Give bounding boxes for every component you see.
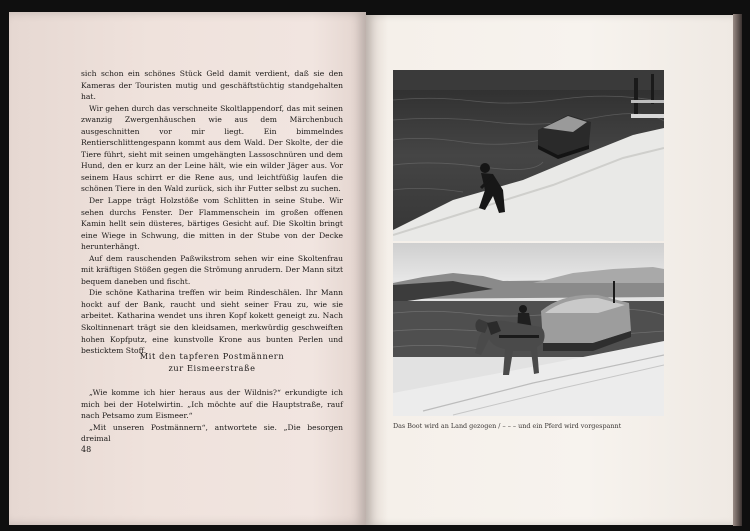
photo-boat-pulled-ashore [393, 70, 664, 241]
book-edge [733, 14, 742, 526]
page-number: 48 [81, 445, 92, 454]
left-page-body [81, 68, 343, 357]
paragraph: Der Lappe trägt Holzstöße vom Schlitten in seine Stube. Wir sehen durchs Fenster. Der Flammenschein im großen offenen Kamin hellt sein düsteres, bärtiges Gesicht auf. Die Skoltin bringt eine Wiege in Schwung, die mitten in der Stube von der Decke herunterhängt. [81, 196, 343, 252]
paragraph: Auf dem rauschenden Paßwikstrom sehen wir eine Skoltenfrau mit kräftigen Stößen gegen die Strömung anrudern. Der Mann sitzt bequem daneben und fischt. [81, 253, 343, 286]
section-heading-line1: Mit den tapferen Postmännern [139, 351, 285, 361]
left-page-body-continued [81, 387, 343, 445]
photo-horse-pulling-boat [393, 243, 664, 416]
section-heading [81, 350, 343, 374]
paragraph: „Wie komme ich hier heraus aus der Wildnis?“ erkundigte ich mich bei der Hotelwirtin. „Ich möchte auf die Hauptstraße, rauf nach Petsamo zum Eismeer.“ [81, 388, 343, 421]
section-heading-line2: zur Eismeerstraße [168, 363, 256, 373]
paragraph: Wir gehen durch das verschneite Skoltlappendorf, das mit seinen zwanzig Zwergenhäuschen wie aus dem Märchenbuch ausgeschnitten vor mir liegt. Ein bimmelndes Rentierschlittengespann kommt aus dem Wald. Der Skolte, der die Tiere führt, sieht mit seinen umgehängten Lassoschnüren und dem Hund, den er kurz an der Leine hält, wie ein wilder Jäger aus. Vor seinem Haus schirrt er die Rene aus, und leichtfüßig laufen die schönen Tiere in den Wald zurück, sich ihr Futter selbst zu suchen. [81, 103, 343, 194]
paragraph: „Mit unseren Postmännern“, antwortete sie. „Die besorgen dreimal [81, 422, 343, 444]
paragraph: Die schöne Katharina treffen wir beim Rindeschälen. Ihr Mann hockt auf der Bank, raucht und sieht seiner Frau zu, wie sie arbeitet. Katharina wendet uns ihren Kopf kokett geneigt zu. Nach Skoltinnenart trägt sie den kleidsamen, merkwürdig geschweiften hohen Kopfputz, eine kunstvolle Krone aus bunten Perlen und besticktem Stoff. [81, 288, 343, 356]
paragraph: sich schon ein schönes Stück Geld damit verdient, daß sie den Kameras der Touristen mutig und geschäftstüchtig standgehalten hat. [81, 69, 343, 102]
photo-caption: Das Boot wird an Land gezogen / – – – und ein Pferd wird vorgespannt [393, 422, 622, 430]
